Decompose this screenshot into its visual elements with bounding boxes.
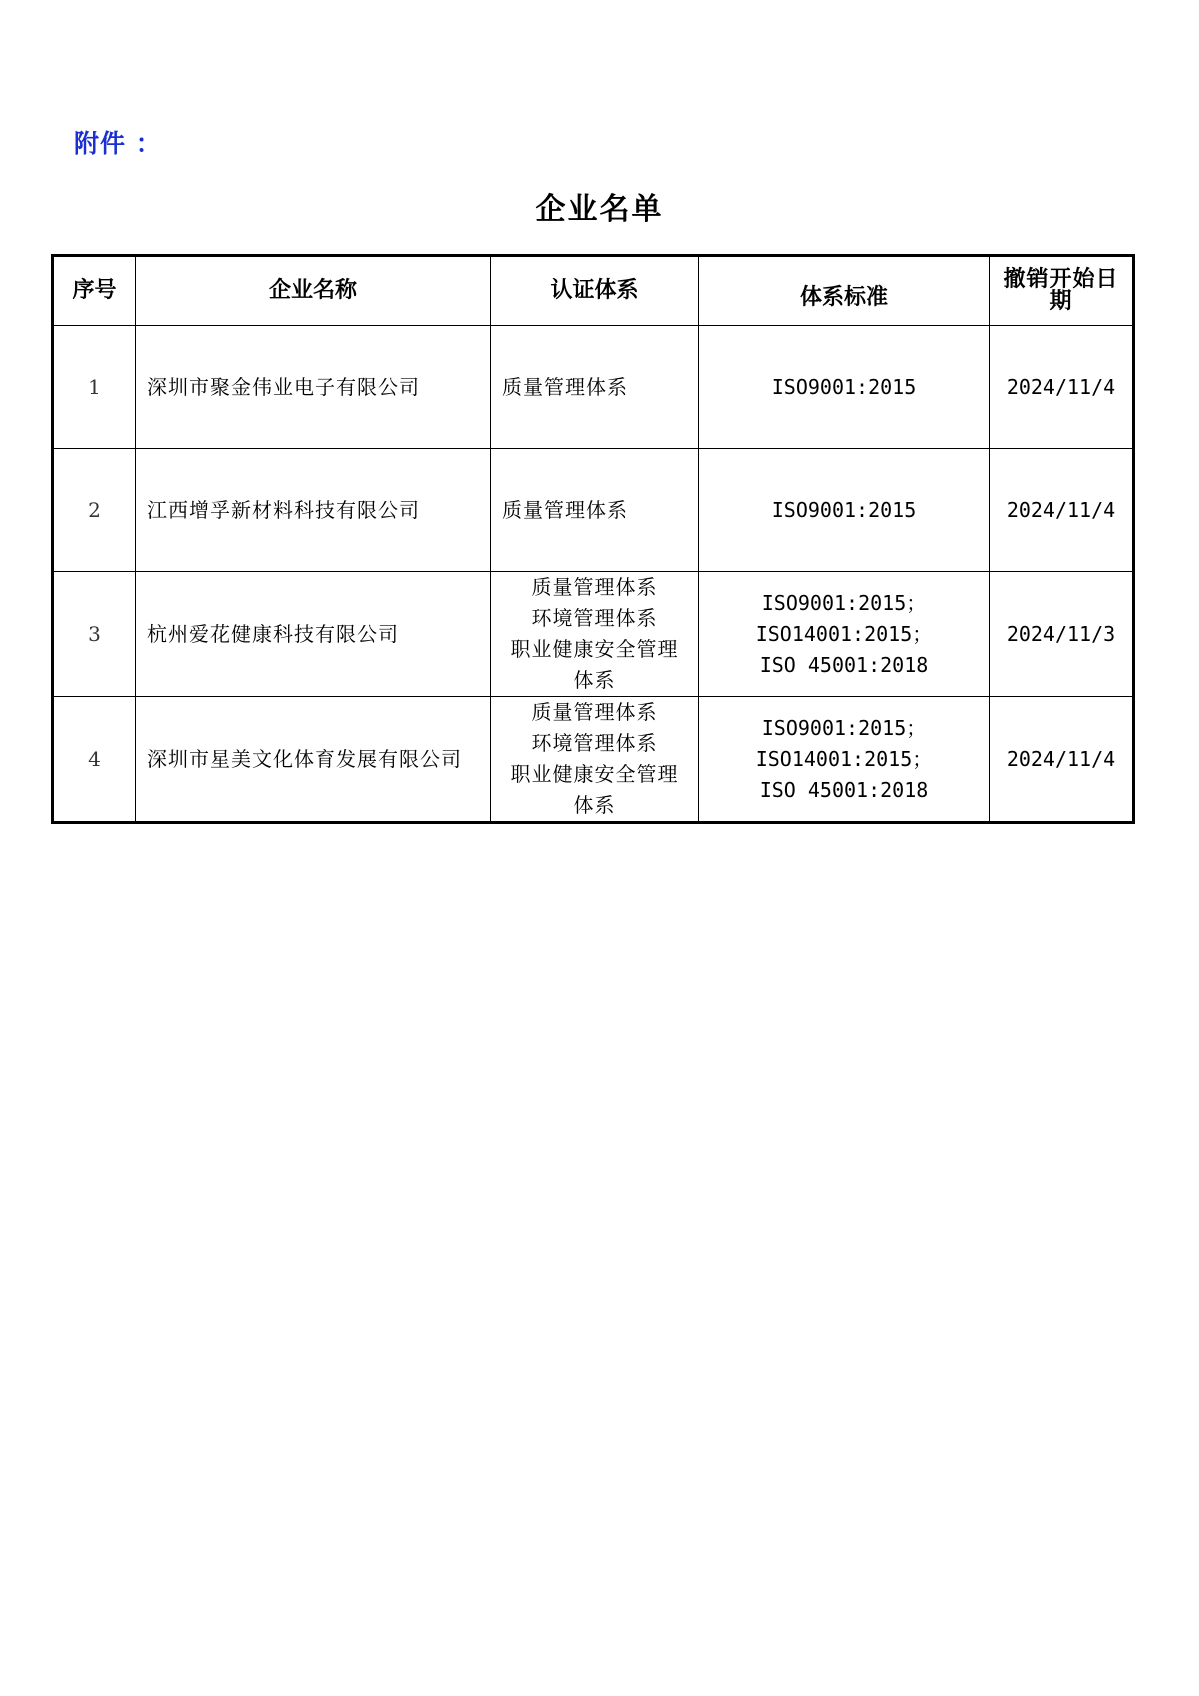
row-standard: ISO9001:2015 [699, 326, 990, 449]
table-row [53, 449, 1134, 572]
row-system: 质量管理体系 [491, 449, 699, 572]
row-revoke-date: 2024/11/3 [990, 572, 1134, 697]
row-standard-line: ISO14001:2015； [755, 746, 933, 771]
row-system-line: 质量管理体系 [531, 700, 658, 724]
row-no: 4 [53, 697, 136, 823]
row-system-line: 体系 [573, 793, 616, 817]
header-revoke-date [990, 256, 1134, 326]
row-standard-line: ISO 45001:2018 [759, 777, 929, 802]
header-standard: 体系标准 [699, 256, 990, 326]
table-row [53, 572, 1134, 697]
row-system-line: 质量管理体系 [531, 575, 658, 599]
row-standard [699, 697, 990, 823]
header-name: 企业名称 [136, 256, 491, 326]
table-row [53, 697, 1134, 823]
row-system: 质量管理体系 [491, 326, 699, 449]
row-company-name: 深圳市聚金伟业电子有限公司 [136, 326, 491, 449]
row-no: 3 [53, 572, 136, 697]
row-system-line: 环境管理体系 [531, 606, 658, 630]
row-no: 2 [53, 449, 136, 572]
attachment-label: 附件 ： [74, 129, 162, 158]
row-revoke-date: 2024/11/4 [990, 326, 1134, 449]
row-standard-line: ISO9001:2015； [761, 715, 927, 740]
row-company-name: 江西增孚新材料科技有限公司 [136, 449, 491, 572]
table-row [53, 326, 1134, 449]
header-no: 序号 [53, 256, 136, 326]
header-revoke-date-line2: 期 [1049, 289, 1073, 314]
row-system-line: 职业健康安全管理 [510, 762, 679, 786]
row-system-line: 职业健康安全管理 [510, 637, 679, 661]
row-revoke-date: 2024/11/4 [990, 697, 1134, 823]
row-standard-line: ISO 45001:2018 [759, 652, 929, 677]
page-title: 企业名单 [535, 192, 664, 227]
header-revoke-date-line1: 撤销开始日 [1003, 267, 1119, 292]
row-standard: ISO9001:2015 [699, 449, 990, 572]
row-system-line: 环境管理体系 [531, 731, 658, 755]
row-company-name: 杭州爱花健康科技有限公司 [136, 572, 491, 697]
row-company-name: 深圳市星美文化体育发展有限公司 [136, 697, 491, 823]
row-system [491, 572, 699, 697]
enterprise-table [51, 254, 1135, 824]
row-standard-line: ISO9001:2015； [761, 590, 927, 615]
row-no: 1 [53, 326, 136, 449]
header-system: 认证体系 [491, 256, 699, 326]
row-standard [699, 572, 990, 697]
row-system-line: 体系 [573, 668, 616, 692]
row-standard-line: ISO14001:2015； [755, 621, 933, 646]
table-header-row [53, 256, 1134, 326]
row-revoke-date: 2024/11/4 [990, 449, 1134, 572]
row-system [491, 697, 699, 823]
